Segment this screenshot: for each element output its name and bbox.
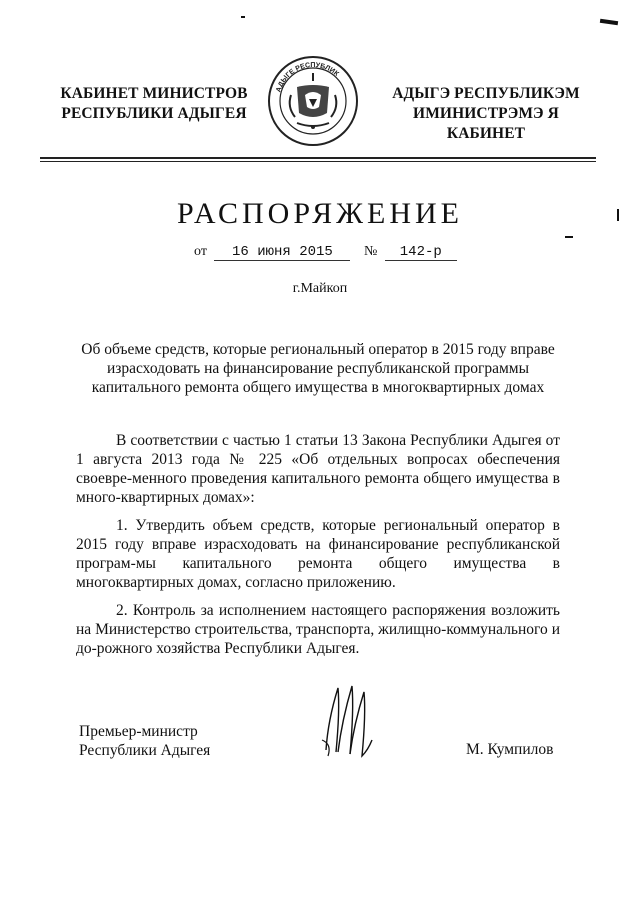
document-title: РАСПОРЯЖЕНИЕ <box>176 197 464 230</box>
issuer-name-adyghe <box>376 84 596 144</box>
issuer-line: ИМИНИСТРЭМЭ Я КАБИНЕТ <box>413 105 559 142</box>
document-subject: Об объеме средств, которые региональный оператор в 2015 году вправе израсходовать на финансирование республиканской программы капитального ремонта общего имущества в многоквартирных домах <box>81 341 555 396</box>
scan-mark <box>600 19 618 25</box>
date-number-row <box>194 244 457 261</box>
handwritten-signature <box>318 680 378 762</box>
seal-ring-text: АДЫГЕ РЕСПУБЛИК <box>275 61 340 94</box>
clause-1-paragraph: 1. Утвердить объем средств, которые региональный оператор в 2015 году вправе израсходовать на финансирование республиканской програм-мы капитального ремонта общего имущества в многоквартирных домах, согласно приложению. <box>76 517 560 591</box>
issuer-line: КАБИНЕТ МИНИСТРОВ <box>60 85 248 102</box>
preamble-paragraph: В соответствии с частью 1 статьи 13 Закона Республики Адыгея от 1 августа 2013 года № 225 «Об отдельных вопросах обеспечения своевре-менного проведения капитального ремонта общего имущества в много-квартирных домах»: <box>76 432 560 506</box>
issuer-line: АДЫГЭ РЕСПУБЛИКЭМ <box>392 85 580 102</box>
signatory-name: М. Кумпилов <box>466 741 554 758</box>
issuer-name-russian <box>59 84 249 124</box>
position-line: Республики Адыгея <box>79 742 211 759</box>
document-date: 16 июня 2015 <box>214 244 350 261</box>
coat-of-arms-seal-icon <box>267 55 359 147</box>
scan-mark <box>241 16 245 18</box>
number-label: № <box>363 244 378 259</box>
header-rule-thin <box>40 161 596 162</box>
header-rule <box>40 157 596 159</box>
issue-city: г.Майкоп <box>292 281 348 296</box>
signatory-position <box>79 722 210 760</box>
scan-mark <box>565 236 573 238</box>
clause-2-paragraph: 2. Контроль за исполнением настоящего распоряжения возложить на Министерство строительства, транспорта, жилищно-коммунального и до-рожного хозяйства Республики Адыгея. <box>76 602 560 657</box>
date-from-label: от <box>194 244 207 259</box>
position-line: Премьер-министр <box>79 723 198 740</box>
document-number: 142-р <box>385 244 457 261</box>
issuer-line: РЕСПУБЛИКИ АДЫГЕЯ <box>61 105 247 122</box>
